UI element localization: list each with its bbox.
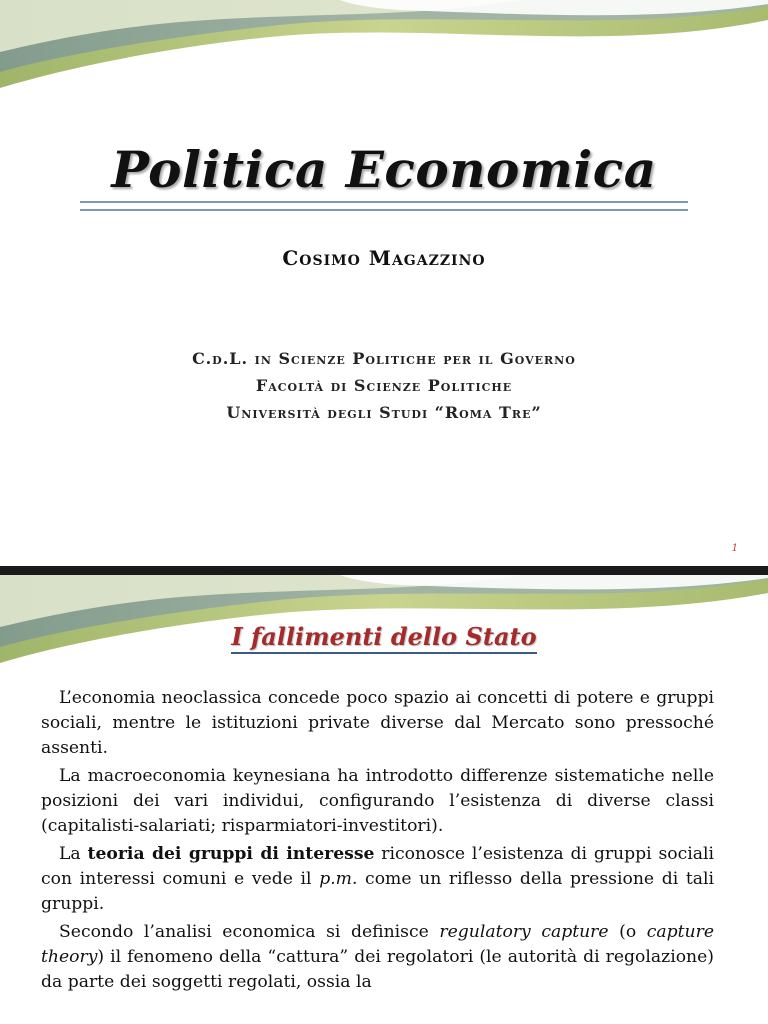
slide-title: Politica Economica [111, 140, 657, 199]
paragraph-text: La [59, 844, 88, 864]
paragraph-text: L’economia neoclassica concede poco spazio ai concetti di potere e gruppi sociali, mentre le istituzioni private diverse dal Mercato sono pressoché assenti. [41, 688, 714, 758]
paragraph-text: Secondo l’analisi economica si definisce [59, 922, 440, 942]
body-paragraph [41, 842, 714, 917]
italic-term: regulatory capture [439, 922, 609, 942]
paragraph-text: (o [608, 922, 647, 942]
slide-heading-text: I fallimenti dello Stato [231, 622, 536, 654]
paragraph-text: riconosce l’esistenza di gruppi sociali con interessi comuni e vede il [41, 844, 715, 889]
affiliation-line: Università degli Studi “Roma Tre” [226, 403, 542, 422]
paragraph-text: ) il fenomeno della “cattura” dei regolatori (le autorità di regolazione) da parte dei soggetti regolati, ossia la [41, 947, 714, 992]
content-slide [0, 575, 768, 1024]
italic-term: p.m. [319, 869, 358, 889]
page-number: 1 [731, 543, 738, 554]
affiliation-block [0, 345, 768, 426]
header-swoosh-decoration [0, 0, 768, 90]
slide-body [41, 686, 714, 998]
body-paragraph [41, 764, 714, 839]
body-paragraph [41, 920, 714, 995]
slide-divider [0, 566, 768, 575]
italic-term: capture theory [41, 922, 714, 967]
bold-term: teoria dei gruppi di interesse [87, 844, 375, 864]
paragraph-text: La macroeconomia keynesiana ha introdotto differenze sistematiche nelle posizioni dei vari individui, configurando l’esistenza di diverse classi (capitalisti-salariati; risparmiatori-investitori). [41, 766, 714, 836]
paragraph-text: come un riflesso della pressione di tali gruppi. [41, 869, 715, 914]
affiliation-line: C.d.L. in Scienze Politiche per il Governo [192, 349, 576, 368]
author-name: Cosimo Magazzino [282, 246, 486, 270]
title-underline [80, 201, 688, 211]
slide-heading [0, 622, 768, 651]
affiliation-line: Facoltà di Scienze Politiche [255, 376, 513, 395]
body-paragraph [41, 686, 714, 761]
